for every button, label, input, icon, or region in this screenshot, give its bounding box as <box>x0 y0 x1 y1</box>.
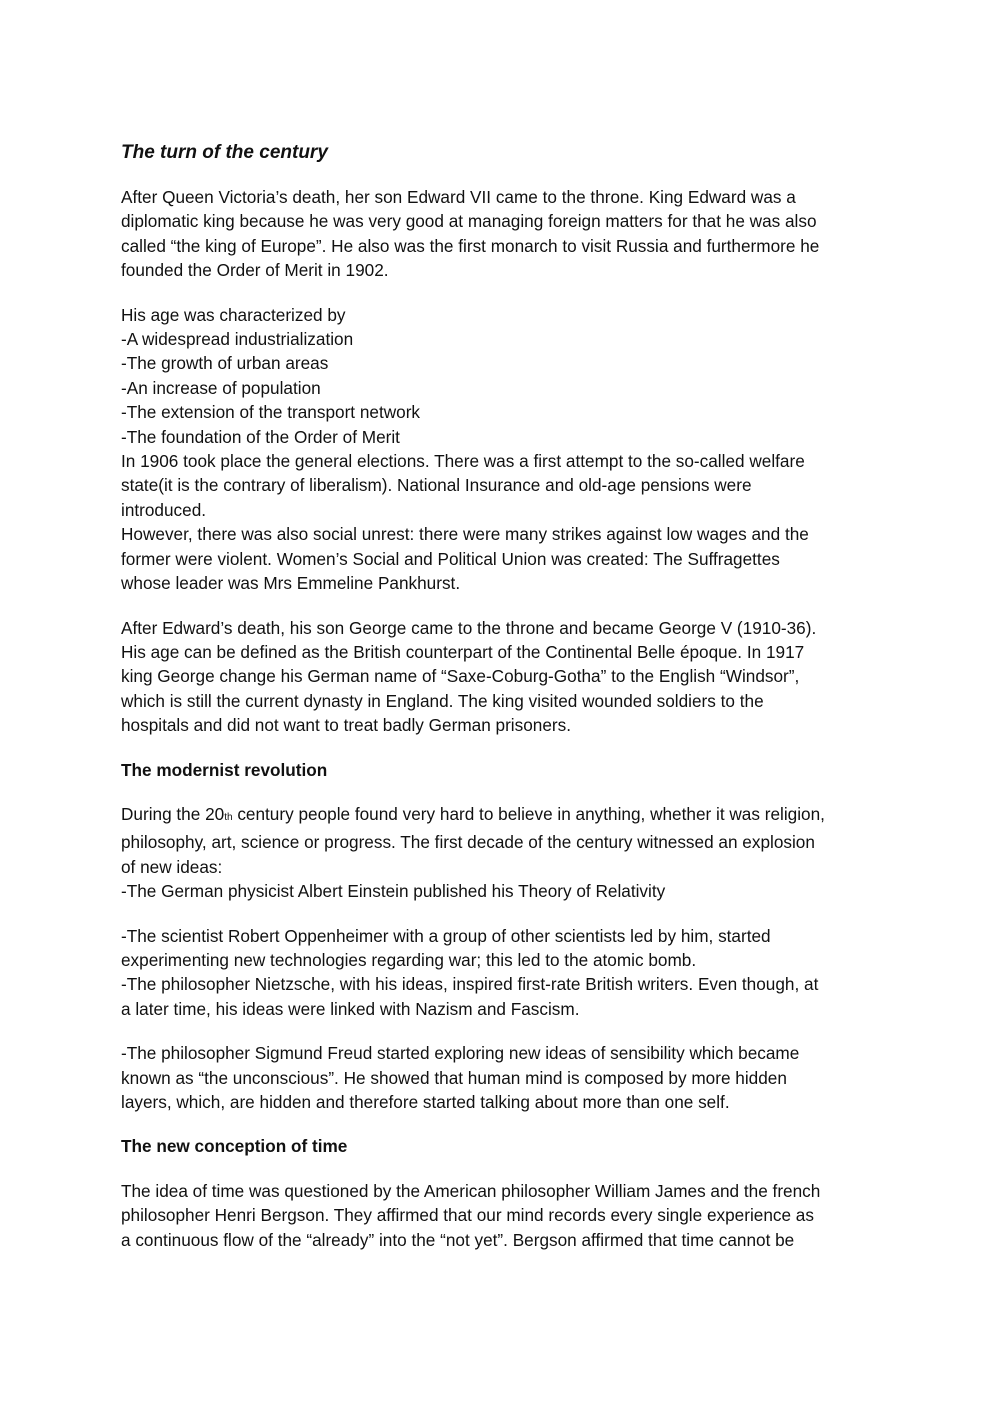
text-line: diplomatic king because he was very good at managing foreign matters for that he was also <box>121 211 817 232</box>
paragraph-20th-century <box>121 802 881 904</box>
text-line: introduced. <box>121 499 207 520</box>
list-item: -The philosopher Nietzsche, with his ideas, inspired first-rate British writers. Even though, at <box>121 974 819 995</box>
text-line: whose leader was Mrs Emmeline Pankhurst. <box>121 573 461 594</box>
list-item: -The German physicist Albert Einstein published his Theory of Relativity <box>121 881 666 902</box>
text-fragment: During the 20 <box>121 803 225 824</box>
list-item: -An increase of population <box>121 377 321 398</box>
document-title: The turn of the century <box>121 142 328 163</box>
text-line: which is still the current dynasty in England. The king visited wounded soldiers to the <box>121 690 764 711</box>
text-line: former were violent. Women’s Social and Political Union was created: The Suffragettes <box>121 548 780 569</box>
text-line: king George change his German name of “Saxe-Coburg-Gotha” to the English “Windsor”, <box>121 666 800 687</box>
list-item: -The extension of the transport network <box>121 402 421 423</box>
list-item: -The foundation of the Order of Merit <box>121 426 400 447</box>
list-item: -The philosopher Sigmund Freud started exploring new ideas of sensibility which became <box>121 1043 800 1064</box>
text-line: state(it is the contrary of liberalism). National Insurance and old-age pensions were <box>121 475 752 496</box>
text-line: After Edward’s death, his son George came to the throne and became George V (1910-36). <box>121 617 817 638</box>
list-item: -A widespread industrialization <box>121 329 354 350</box>
text-line: known as “the unconscious”. He showed that human mind is composed by more hidden <box>121 1067 787 1088</box>
text-line: His age was characterized by <box>121 304 346 325</box>
text-line: a continuous flow of the “already” into the “not yet”. Bergson affirmed that time cannot be <box>121 1229 795 1250</box>
text-line: His age can be defined as the British counterpart of the Continental Belle époque. In 1917 <box>121 641 805 662</box>
paragraph-time <box>121 1179 881 1252</box>
list-item: -The growth of urban areas <box>121 353 329 374</box>
text-line: philosophy, art, science or progress. The first decade of the century witnessed an explosion <box>121 832 815 853</box>
text-line: a later time, his ideas were linked with Nazism and Fascism. <box>121 998 580 1019</box>
section-heading-modernist: The modernist revolution <box>121 759 328 780</box>
text-line: hospitals and did not want to treat badly German prisoners. <box>121 715 571 736</box>
text-line: However, there was also social unrest: there were many strikes against low wages and the <box>121 524 809 545</box>
paragraph-characteristics <box>121 303 881 596</box>
paragraph-oppenheimer-nietzsche <box>121 924 881 1022</box>
text-line: In 1906 took place the general elections. There was a first attempt to the so-called welfare <box>121 451 805 472</box>
text-line: founded the Order of Merit in 1902. <box>121 260 389 281</box>
text-line: experimenting new technologies regarding war; this led to the atomic bomb. <box>121 949 697 970</box>
text-fragment: century people found very hard to believe in anything, whether it was religion, <box>232 803 825 824</box>
text-line: called “the king of Europe”. He also was the first monarch to visit Russia and furthermore he <box>121 235 820 256</box>
text-line: of new ideas: <box>121 856 223 877</box>
text-line: layers, which, are hidden and therefore started talking about more than one self. <box>121 1092 730 1112</box>
text-line <box>121 802 881 830</box>
list-item: -The scientist Robert Oppenheimer with a group of other scientists led by him, started <box>121 925 771 946</box>
paragraph-freud <box>121 1041 881 1114</box>
paragraph-edward-vii <box>121 185 881 283</box>
text-line: The idea of time was questioned by the American philosopher William James and the french <box>121 1180 821 1201</box>
text-line: philosopher Henri Bergson. They affirmed that our mind records every single experience as <box>121 1205 814 1226</box>
document-page <box>121 140 881 1272</box>
ordinal-suffix: th <box>224 811 233 823</box>
section-heading-time: The new conception of time <box>121 1136 348 1157</box>
paragraph-george-v <box>121 616 881 738</box>
text-line: After Queen Victoria’s death, her son Edward VII came to the throne. King Edward was a <box>121 187 796 207</box>
